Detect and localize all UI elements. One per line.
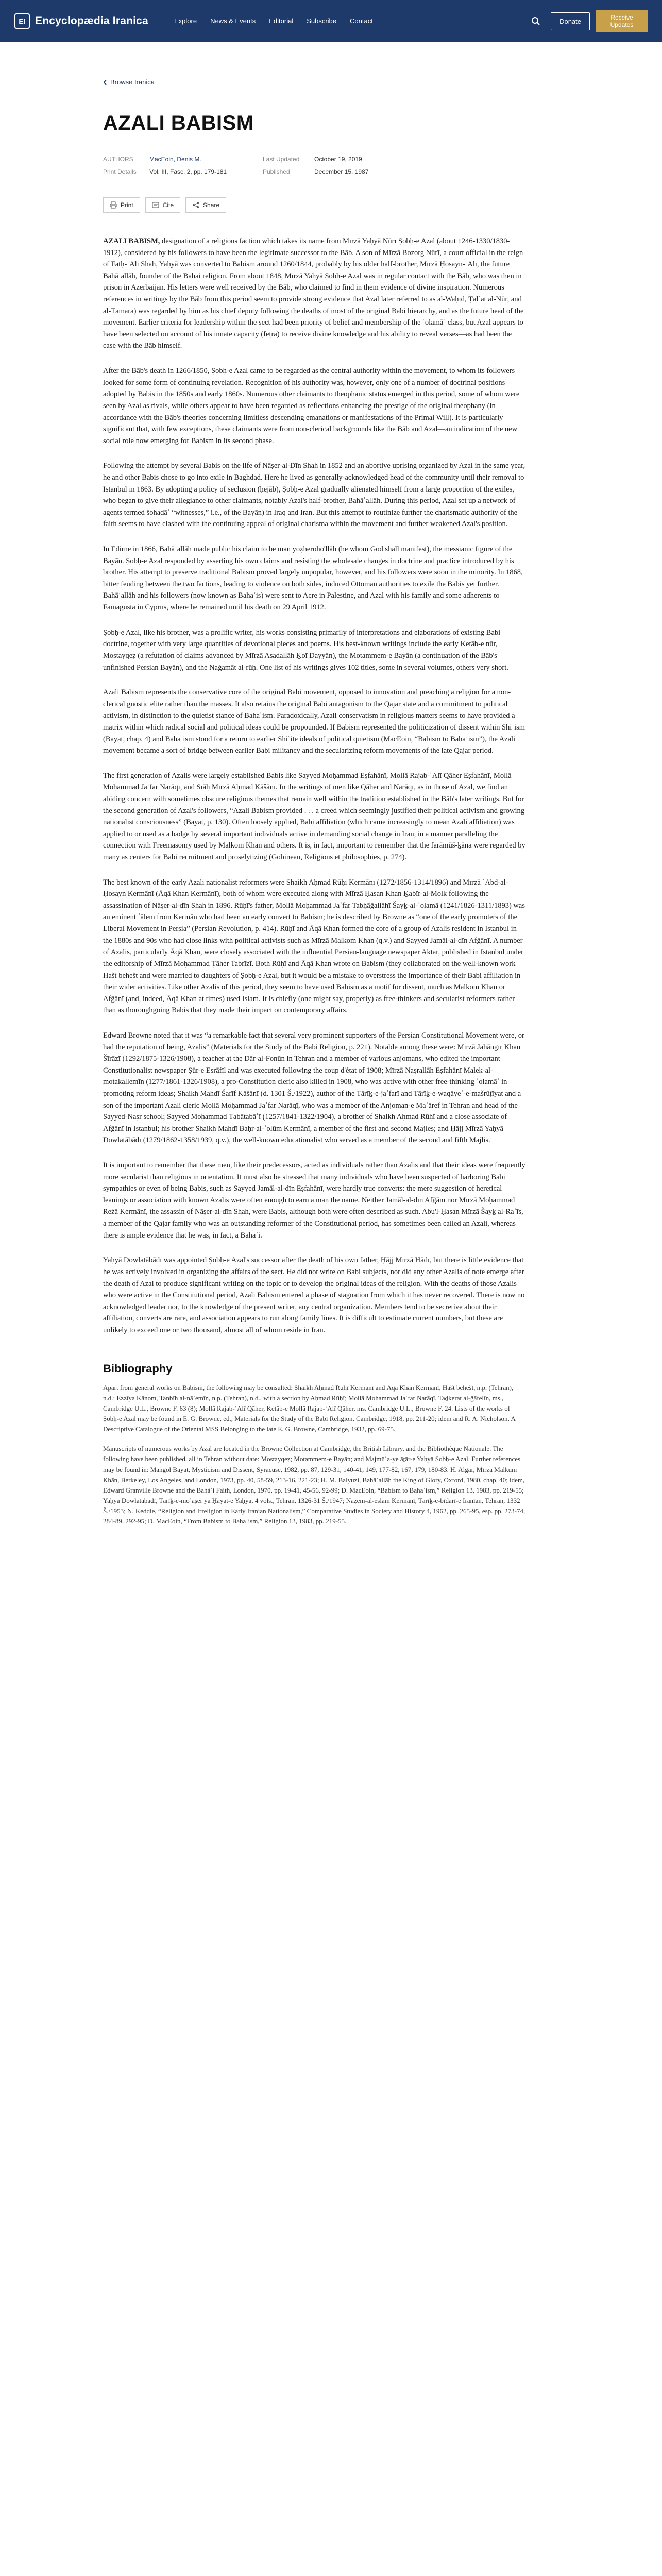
bibliography-paragraph: Manuscripts of numerous works by Azal are located in the Browne Collection at Cambridge, the British Library, and the Bibliothèque Nationale. The following have been published, all in Tehran without date: Mostayqeẓ; Motammem-e Bayān; and Majmūʿa-ye āṯār-e Yaḥyā Ṣobḥ-e Azal. Further references may be found in: Mangol Bayat, Mysticism and Dissent, Syracuse, 1982, pp. 87, 129-31, 140-41, 149, 177-82, 167, 179, 180-83. H. Algar, Mīrzā Malkum Khān, Berkeley, Los Angeles, and London, 1973, pp. 40, 58-59, 213-16, 221-23; H. M. Balyuzi, Bahāʾallāh the King of Glory, Oxford, 1980, chap. 40; idem, Edward Granville Browne and the Baháʾí Faith, London, 1970, pp. 19-41, 45-56, 92-99; D. MacEoin, “Babism to Bahaʾism,” Religion 13, 1983, pp. 219-55; Yaḥyā Dowlatābādī, Tārīḵ-e-moʿāṣer yā Ḥayāt-e Yaḥyā, 4 vols., Tehran, 1326-31 Š./1947; Nāẓem-al-eslām Kermānī, Tārīḵ-e-bīdārī-e Īrānīān, Tehran, 1332 Š./1953; N. Keddie, “Religion and Irreligion in Early Iranian Nationalism,” Comparative Studies in Society and History 4, 1962, pp. 265-95, esp. pp. 273-74, 284-89, 292-95; D. MacEoin, “From Babism to Bahaʾism,” Religion 13, 1983, pp. 219-55. — [103, 1445, 525, 1526]
article-paragraph: Ṣobḥ-e Azal, like his brother, was a prolific writer, his works consisting primarily of interpretations and elaborations of existing Babi doctrine, together with very large quantities of devotional pieces and poems. His best-known writings include the early Ketāb-e nūr, Mostayqeẓ (a refutation of claims advanced by Mīrzā Asadallāh Ḵoī Dayyān), the Motammem-e Bayān (a continuation of the Bāb's unfinished Persian Bayān), and the Nağamāt al-rūḥ. One list of his writings gives 102 titles, some in several volumes, others very short. — [103, 628, 508, 672]
share-icon — [192, 201, 199, 209]
donate-button[interactable]: Donate — [551, 12, 590, 30]
nav-news-events[interactable]: News & Events — [210, 16, 256, 25]
article-paragraph: It is important to remember that these men, like their predecessors, acted as individuals rather than Azalis and that their ideas were frequently more secularist than religious in orientation. It must also be stressed that many individuals who have been suspected of harboring Babi sympathies or even of being Babis, such as Sayyed Jamāl-al-dīn Eṣfahānī, were hardly true converts: the mere suggestion of heretical leanings or association with known Azalis were often enough to earn a man the name. Neither Jamāl-al-dīn Afḡānī nor Mīrzā Moḥammad Reżā Kermānī, the assassin of Nāṣer-al-dīn Shah, were Babis, although both were often described as such. Abu'l-Ḥasan Mīrzā Šayḵ al-Raʾīs, a member of the Qajar family who was an outstanding reformer of the Constitutional period, has sometimes been called an Azali, whereas there is ample evidence that he was, in fact, a Bahaʾi. — [103, 1161, 525, 1240]
nav-editorial[interactable]: Editorial — [269, 16, 294, 25]
top-navigation — [0, 0, 662, 42]
print-details-value: Vol. III, Fasc. 2, pp. 179-181 — [149, 168, 227, 175]
nav-explore[interactable]: Explore — [174, 16, 197, 25]
article-paragraph: After the Bāb's death in 1266/1850, Ṣobḥ-e Azal came to be regarded as the central authority within the movement, to whom its followers looked for some form of continuing revelation. Recognition of his authority was, however, only one of a number of doctrinal positions adopted by Babis in the 1850s and early 1860s. Numerous other claimants to theophanic status emerged in this period, some of whom were seen by Azal as rivals, while others appear to have been regarded as reflections enhancing the prestige of the original theophany (in accordance with the Bāb's theories concerning limitless descending emanations or manifestations of the Primal Will). It is particularly significant that, with few exceptions, these claimants were from non-clerical backgrounds like the Bāb and Azal—an indication of the new social role now emerging for Babism in its second phase. — [103, 367, 520, 445]
search-icon — [531, 16, 540, 26]
search-button[interactable] — [527, 12, 545, 30]
logo-text: Encyclopædia Iranica — [35, 15, 148, 27]
logo-mark: EI — [14, 13, 30, 29]
bibliography-heading: Bibliography — [103, 1362, 173, 1375]
article-meta — [103, 156, 525, 187]
cite-button[interactable] — [145, 197, 180, 213]
page-title: AZALI BABISM — [103, 112, 254, 134]
breadcrumb-label: Browse Iranica — [110, 78, 155, 86]
article-paragraph: Azali Babism represents the conservative core of the original Babi movement, opposed to innovation and preaching a religion for a non-clerical gnostic elite rather than the masses. It also retains the original Babi antagonism to the Qajar state and a commitment to political activism, in distinction to the quietist stance of Bahaʾism. Paradoxically, Azali conservatism in religious matters seems to have provided a matrix within which radical social and political ideas could be propounded. If Babism represented the politicization of dissent within Shiʿism (Bayat, chap. 4) and Bahaʾism stood for a return to earlier Shiʿite ideals of political quietism (MacEoin, “Babism to Bahaʾism”), the Azali movement became a sort of bridge between earlier Babi militancy and the secularizing reform movements of the late Qajar period. — [103, 688, 525, 755]
article-paragraph: The best known of the early Azali nationalist reformers were Shaikh Aḥmad Rūḥī Kermānī (1272/1856-1314/1896) and Mīrzā ʿAbd-al-Ḥosayn Kermānī (Āqā Khan Kermānī), both of whom were executed along with Mīrzā Ḥasan Khan Ḵabīr-al-Molk following the assassination of Nāṣer-al-dīn Shah in 1896. Rūḥī's father, Mollā Moḥammad Jaʿfar Tabḥāḡallāhī Šayḵ-al-ʿolamā (1241/1826-1311/1893) was an eminent ʿālem from Kermān who had been an early convert to Babism; he is described by Browne as “one of the early promoters of the Liberal Movement in Persia” (Persian Revolution, p. 414). Rūḥī and Āqā Khan formed the core of a group of Azalis resident in Istanbul in the 1880s and 90s who had close links with political activists such as Mīrzā Malkom Khan (q.v.) and Sayyed Jamāl-al-dīn Afḡānī. A number of Azalis, particularly Āqā Khan, were closely associated with the influential Persian-language newspaper Aḵtar, published in Istanbul under the editorship of Mīrzā Moḥammad Ṭāher Tabrīzī. Both Rūḥī and Āqā Khan wrote on Babism (they collaborated on the well-known work Hašt behešt and were married to daughters of Ṣobḥ-e Azal, but it would be a mistake to overstress the importance of their Babi affiliation in their wider activities. Like other Azalis of this period, they seem to have used Babism as a motif for dissent, much as Malkom Khan or Afḡānī (and, indeed, Āqā Khan at times) used Islam. It is chiefly (one might say, properly) as free-thinkers and secularist reformers rather than as thoroughgoing Babis that they made their impact on contemporary affairs. — [103, 878, 525, 1015]
receive-updates-button[interactable]: Receive Updates — [596, 10, 648, 33]
share-button[interactable] — [185, 197, 226, 213]
article-paragraph: Yaḥyā Dowlatābādī was appointed Ṣobḥ-e Azal's successor after the death of his own father, Ḥājj Mīrzā Hādī, but there is little evidence that he was actively involved in organizing the affairs of the sect. He did not write on Babi subjects, nor did any other Azalis of note emerge after the death of Azal to produce significant writing on the topic or to develop the original ideas of the religion. With the deaths of those Azalis who were active in the Constitutional period, Azali Babism entered a phase of stagnation from which it has never recovered. There is now no acknowledged leader nor, to the knowledge of the present writer, any central organization. Members tend to be secretive about their affiliation, converts are rare, and association appears to run along family lines. It is difficult to estimate current numbers, but these are unlikely to exceed one or two thousand, almost all of whom reside in Iran. — [103, 1256, 525, 1334]
main-nav — [174, 17, 373, 26]
print-details-label: Print Details — [103, 168, 137, 175]
last-updated-label: Last Updated — [263, 156, 300, 163]
chevron-left-icon — [103, 79, 107, 86]
bibliography-section — [103, 1362, 525, 1527]
author-link[interactable]: MacEoin, Denis M. — [149, 156, 201, 163]
nav-actions — [527, 10, 648, 33]
last-updated-value: October 19, 2019 — [314, 156, 362, 163]
quote-icon — [152, 201, 159, 209]
article-body — [103, 235, 525, 1336]
authors-label: AUTHORS — [103, 156, 133, 163]
published-label: Published — [263, 168, 290, 175]
print-button[interactable] — [103, 197, 140, 213]
breadcrumb[interactable] — [103, 78, 525, 86]
site-logo[interactable] — [14, 13, 148, 29]
article-paragraph: In Edirne in 1866, Bahāʾallāh made public his claim to be man yoẓheroho'llāh (he whom God shall manifest), the messianic figure of the Bayān. Ṣobḥ-e Azal responded by asserting his own claims and resisting the wholesale changes in doctrine and practice introduced by his brother. His attempt to preserve traditional Babism proved largely unpopular, however, and his followers were soon in the minority. In 1868, bitter feuding between the two factions, leading to violence on both sides, induced Ottoman authorities to exile the Babis yet further. Bahāʾallāh and his followers (now known as Bahaʾis) were sent to Acre in Palestine, and Azal with his family and some adherents to Famagusta in Cyprus, where he remained until his death on 29 April 1912. — [103, 545, 523, 612]
article-paragraph: AZALI BABISM, designation of a religious faction which takes its name from Mīrzā Yaḥyā Nūrī Ṣobḥ-e Azal (about 1246-1330/1830-1912), considered by his followers to have been the legitimate successor to the Bāb. A son of Mīrzā Bozorg Nūrī, a court official in the reign of Fatḥ-ʿAlī Shah, Yaḥyā was converted to Babism around 1260/1844, probably by his older half-brother, Mīrzā Ḥosayn-ʿAlī, the future Bahāʾallāh, founder of the Bahai religion. From about 1848, Mīrzā Yaḥyā Ṣobḥ-e Azal was in regular contact with the Bāb, who was then in prison in Azerbaijan. His letters were well received by the Bāb, who claimed to find in them evidence of divine inspiration. Numerous references in writings by the Bāb from this period seem to provide strong evidence that Azal later referred to as al-Waḥīd, Ṭalʿat al-Nūr, and al-Ṯamara) was regarded by him as his chief deputy following the deaths of most of the original Babi hierarchy, and as the future head of the movement. Earlier criteria for leadership within the sect had been priority of belief and membership of the ʿolamāʾ class, but Azal appears to have been selected on account of his innate capacity (feṭra) to receive divine knowledge and his ability to reveal verses—as had been the case with the Bāb himself. — [103, 237, 524, 350]
nav-contact[interactable]: Contact — [350, 16, 373, 25]
printer-icon — [110, 201, 117, 209]
print-label: Print — [121, 201, 133, 209]
nav-subscribe[interactable]: Subscribe — [307, 16, 337, 25]
article-container — [103, 42, 525, 1527]
share-label: Share — [203, 201, 220, 209]
article-paragraph: Following the attempt by several Babis on the life of Nāṣer-al-Dīn Shah in 1852 and an abortive uprising organized by Azal in the same year, he and other Babis chose to go into exile in Baghdad. Here he lived as generally-acknowledged head of the community until their removal to Istanbul in 1863. By adopting a policy of seclusion (ḥejāb), Ṣobḥ-e Azal gradually alienated himself from a large proportion of the exiles, who began to give their allegiance to other claimants, notably Azal's half-brother, Bahāʾallāh. During this period, Azal set up a network of agents termed šohadāʾ “witnesses,” i.e., of the Bayān) in Iraq and Iran. But this attempt to routinize further the charismatic authority of the faith seems to have clashed with the continuing appeal of original charisma within the movement and further weakened Azal's position. — [103, 462, 525, 529]
published-value: December 15, 1987 — [314, 168, 369, 175]
article-paragraph: The first generation of Azalis were largely established Babis like Sayyed Moḥammad Eṣfahānī, Mollā Rajab-ʿAlī Qāher Eṣfahānī, Mollā Moḥammad Jaʿfar Narāqī, and Sīāḥ Mīrzā Aḥmad Kāšānī. In the writings of men like Qāher and Narāqī, as in those of Azal, we find an abiding concern with sometimes obscure religious themes that remain well within the tradition established in the Bāb's later writings. But for the second generation of Azal's followers, “Azali Babism provided . . . a creed which seemingly justified their political activism and growing nationalist consciousness” (Bayat, p. 130). Often loosely applied, Babi affiliation (which came increasingly to mean Azali affiliation) was applied to or used as a badge by several important individuals active in demanding social change in Iran, in a manner paralleling the connection with Freemasonry used by Malkom Khan and others. It is, in fact, important to remember that the farāmūš-ḵāna were regarded by many as centers for Babi recruitment and proselytizing (Gobineau, Religions et philosophies, p. 274). — [103, 771, 525, 862]
article-paragraph: Edward Browne noted that it was “a remarkable fact that several very prominent supporters of the Persian Constitutional Movement were, or had the reputation of being, Azalis” (Materials for the Study of the Babi Religion, p. 221). Notable among these were: Mīrzā Jahāngīr Khan Šīrāzī (1292/1875-1326/1908), a teacher at the Dār-al-Fonūn in Tehran and a member of various anjomans, who edited the important Constitutionalist newspaper Ṣūr-e Esrāfīl and was executed following the coup d'état of 1908; Mīrzā Naṣrallāh Eṣfahānī Malek-al-motakallemīn (1277/1861-1326/1908), a pro-Constitution cleric also killed in 1908, who was active with other free-thinking ʿolamāʾ in promoting reform ideas; Shaikh Mahdī Šarīf Kāšānī (d. 1301 Š./1922), author of the Tārīḵ-e-jaʿfarī and Tārīḵ-e-waqāyeʿ-e-mašrūṭīyat and a son of the important Azali cleric Mollā Moḥammad Jaʿfar Narāqī, who was a member of the Anjoman-e Maʿāref in Tehran and head of the Sayyed-Naṣr school; Sayyed Moḥammad Ṭabāṭabāʾī (1257/1841-1322/1904), a brother of Shaikh Aḥmad Rūḥī and a close associate of Afḡānī in Istanbul; his brother Shaikh Mahdī Baḥr-al-ʿolūm Kermānī, a member of the first and second Majles; and Ḥājj Mīrzā Yaḥyā Dowlatābādī (1279/1862-1358/1939, q.v.), the well-known educationalist who served as a member of the second and fifth Majlis. — [103, 1031, 524, 1145]
bibliography-paragraph: Apart from general works on Babism, the following may be consulted: Shaikh Aḥmad Rūḥī Kermānī and Āqā Khan Kermānī, Hašt behešt, n.p. (Tehran), n.d.; Ezzīya Ḵānom, Tanbīh al-nāʾemīn, n.p. (Tehran), n.d., with a section by Aḥmad Rūḥī; Mollā Moḥammad Jaʿfar Narāqī, Taḏkerat al-ḡāfelīn, ms., Cambridge U.L., Browne F. 63 (8); Mollā Rajab-ʿAlī Qāher, Ketāb-e Mollā Rajab-ʿAlī Qāher, ms. Cambridge U.L., Browne F. 24. Lists of the works of Ṣobḥ-e Azal may be found in E. G. Browne, ed., Materials for the Study of the Bābī Religion, Cambridge, 1918, pp. 211-20; idem and R. A. Nicholson, A Descriptive Catalogue of the Oriental MSS Belonging to the late E. G. Browne, Cambridge, 1932, pp. 69-75. — [103, 1383, 515, 1433]
article-actions — [103, 197, 525, 213]
cite-label: Cite — [162, 201, 174, 209]
lead-term: AZALI BABISM, — [103, 237, 160, 245]
